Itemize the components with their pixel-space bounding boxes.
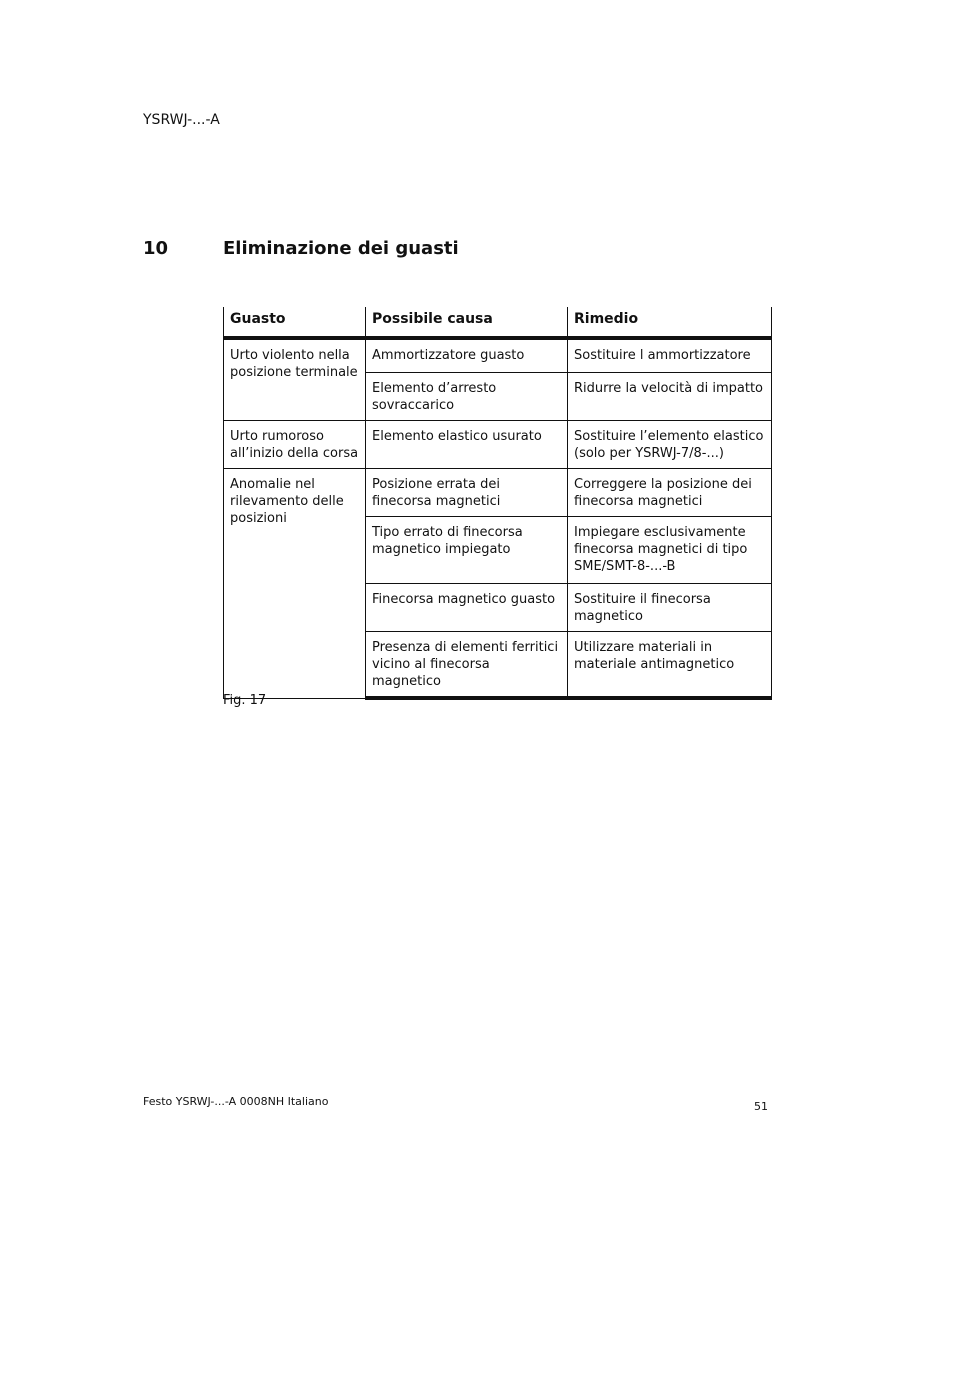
cause-cell: Ammortizzatore guasto: [366, 338, 568, 373]
remedy-cell: Impiegare esclusivamente finecorsa magnetici di tipo SME/SMT-8-...-B: [568, 517, 772, 584]
section-title: Eliminazione dei guasti: [223, 238, 459, 259]
section-number: 10: [143, 238, 169, 259]
fault-cell: Anomalie nel rilevamento delle posizioni: [224, 469, 366, 699]
remedy-cell: Utilizzare materiali in materiale antimagnetico: [568, 632, 772, 699]
remedy-cell: Sostituire il finecorsa magnetico: [568, 584, 772, 632]
fault-cell: Urto rumoroso all’inizio della corsa: [224, 421, 366, 469]
column-header-remedy: Rimedio: [568, 307, 772, 338]
remedy-cell: Ridurre la velocità di impatto: [568, 373, 772, 421]
figure-caption: Fig. 17: [223, 693, 267, 708]
cause-cell: Elemento d’arresto sovraccarico: [366, 373, 568, 421]
cause-cell: Tipo errato di finecorsa magnetico impiegato: [366, 517, 568, 584]
remedy-cell: Sostituire l’elemento elastico (solo per YSRWJ-7/8-...): [568, 421, 772, 469]
table-header-row: [224, 307, 772, 338]
table-row: [224, 421, 772, 469]
cause-cell: Posizione errata dei finecorsa magnetici: [366, 469, 568, 517]
footer-document-id: Festo YSRWJ-...-A 0008NH Italiano: [143, 1095, 329, 1108]
table-row: [224, 469, 772, 517]
cause-cell: Presenza di elementi ferritici vicino al finecorsa magnetico: [366, 632, 568, 699]
column-header-fault: Guasto: [224, 307, 366, 338]
troubleshooting-table: [223, 307, 772, 700]
remedy-cell: Correggere la posizione dei finecorsa magnetici: [568, 469, 772, 517]
table-row: [224, 338, 772, 373]
running-header: YSRWJ-...-A: [143, 112, 220, 128]
remedy-cell: Sostituire l ammortizzatore: [568, 338, 772, 373]
cause-cell: Elemento elastico usurato: [366, 421, 568, 469]
page-number: 51: [754, 1100, 768, 1113]
cause-cell: Finecorsa magnetico guasto: [366, 584, 568, 632]
column-header-cause: Possibile causa: [366, 307, 568, 338]
fault-cell: Urto violento nella posizione terminale: [224, 338, 366, 421]
